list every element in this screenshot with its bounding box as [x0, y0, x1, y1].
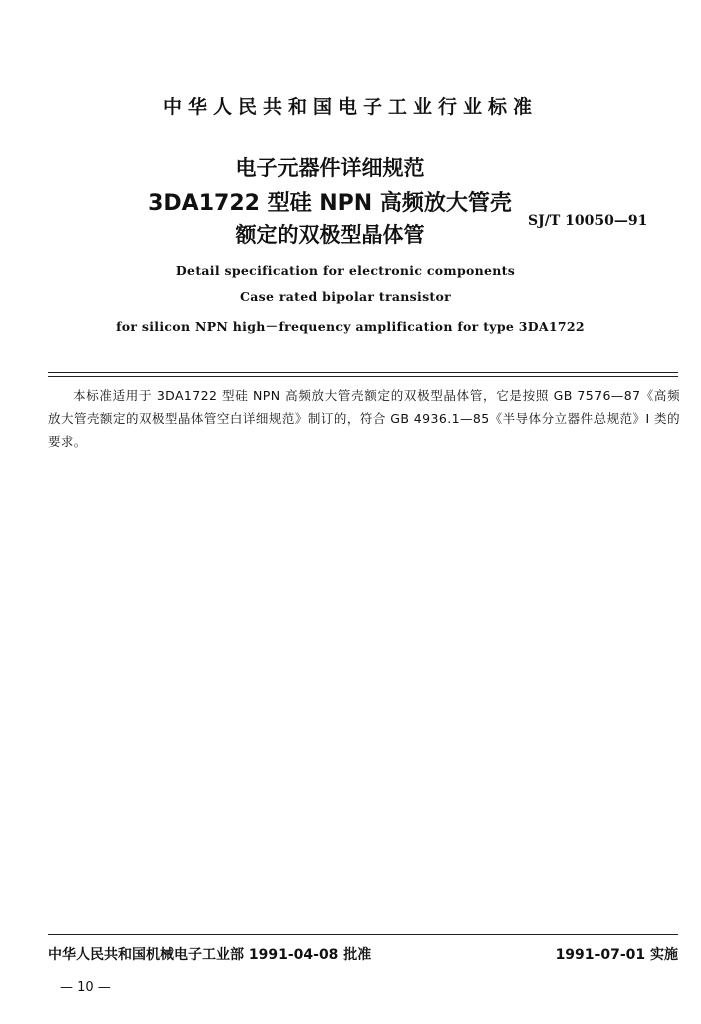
- title-line-2: 3DA1722 型硅 NPN 高频放大管壳: [148, 191, 512, 216]
- english-title-line-3: for silicon NPN high－frequency amplification for type 3DA1722: [116, 319, 585, 334]
- title-line-3: 额定的双极型晶体管: [235, 223, 425, 247]
- page-number: — 10 —: [60, 980, 111, 995]
- implementation-date: 1991-07-01 实施: [555, 947, 678, 963]
- scope-paragraph: 本标准适用于 3DA1722 型硅 NPN 高频放大管壳额定的双极型晶体管，它是按照 GB 7576—87《高频放大管壳额定的双极型晶体管空白详细规范》制订的，符合 GB 4936.1—85《半导体分立器件总规范》I 类的要求。: [48, 388, 680, 449]
- title-line-1: 电子元器件详细规范: [235, 156, 425, 180]
- header-divider-bottom: [48, 376, 678, 377]
- standard-number: SJ/T 10050—91: [528, 213, 648, 229]
- approval-statement: 中华人民共和国机械电子工业部 1991-04-08 批准: [48, 947, 372, 963]
- issuing-organization: 中华人民共和国电子工业行业标准: [162, 96, 538, 118]
- footer-divider: [48, 934, 678, 935]
- english-title-line-1: Detail specification for electronic components: [175, 263, 516, 278]
- header-divider-top: [48, 372, 678, 373]
- english-title-line-2: Case rated bipolar transistor: [239, 289, 451, 304]
